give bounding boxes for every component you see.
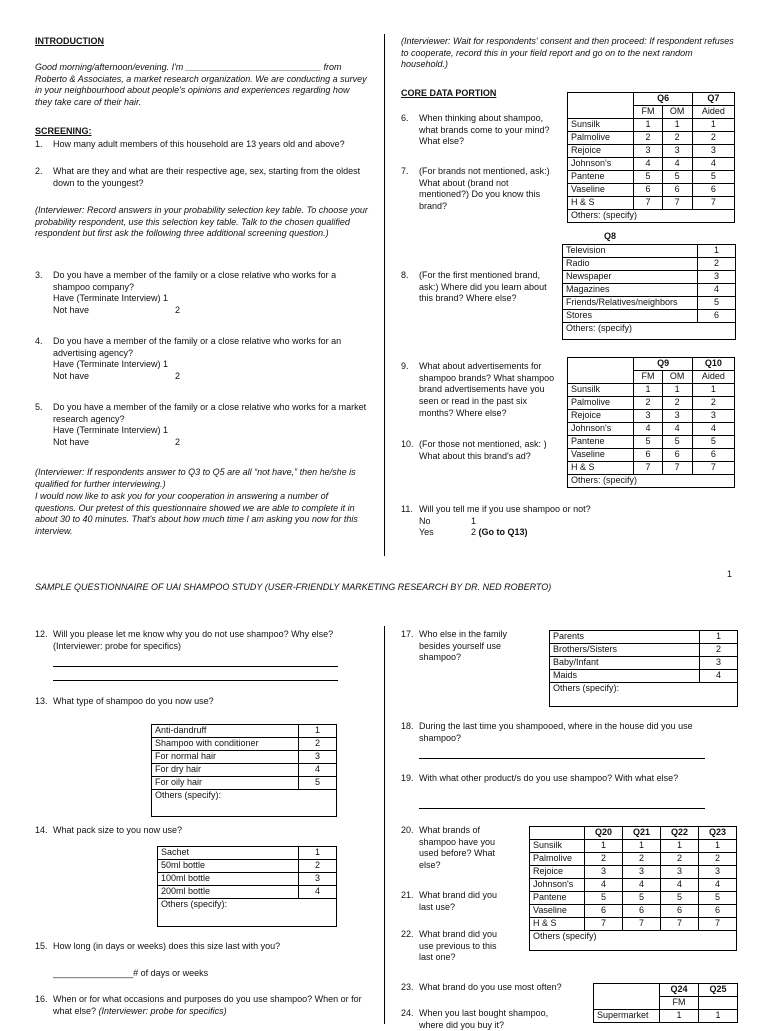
page-number: 1 xyxy=(727,569,733,579)
table-row: Rejoice 3 3 3 xyxy=(568,410,735,423)
table-row: H & S 7 7 7 xyxy=(568,462,735,475)
question-8: 8. (For the first mentioned brand, ask:) Where did you learn about this brand? Where else? xyxy=(401,270,547,304)
table-row: Palmolive 2 2 2 xyxy=(568,132,735,145)
table-row: Vaseline 6 6 6 xyxy=(568,184,735,197)
answer-line xyxy=(419,758,705,759)
q8-title: Q8 xyxy=(604,231,617,241)
table-q6-q7: Q6 Q7 FM OM Aided Sunsilk 1 1 1 Palmolive 2 2 2 Rejoice 3 3 3 Johnson's 4 4 4 Pantene 5 5 5 Vaseline 6 6 6 H & S 7 7 7 Others: (specify) xyxy=(567,92,735,223)
interviewer-note-3: I would now like to ask you for your cooperation in answering a number of questions. Our pretest of this questionnaire showed we are able to complete it in about 30 to 40 minutes. That's about how much time I am asking you now for this interview. xyxy=(35,491,358,537)
table-row: Maids 4 xyxy=(550,670,738,683)
question-15: 15. How long (in days or weeks) does this size last with you? xyxy=(35,941,281,951)
table-row: Rejoice 3 3 3 xyxy=(568,145,735,158)
table-q24-q25: Q24 Q25 FM Supermarket 1 1 xyxy=(593,983,738,1023)
question-16: 16. When or for what occasions and purposes do you use shampoo? When or for what else? (Interviewer: probe for specifics) xyxy=(35,994,362,1016)
table-q9-q10: Q9 Q10 FM OM Aided Sunsilk 1 1 1 Palmolive 2 2 2 Rejoice 3 3 3 Johnson's 4 4 4 Pantene 5 5 5 Vaseline 6 6 6 H & S 7 7 7 Others: (specify) xyxy=(567,357,735,488)
table-row: Palmolive 2 2 2 2 xyxy=(530,853,737,866)
question-2: 2. What are they and what are their respective age, sex, starting from the oldest down to the youngest? xyxy=(35,166,361,188)
question-9: 9. What about advertisements for shampoo brands? What shampoo brand advertisements have you seen or read in the past six months? Where else? xyxy=(401,361,555,418)
question-14: 14. What pack size to you now use? xyxy=(35,825,183,835)
table-row: Parents 1 xyxy=(550,631,738,644)
table-row: 100ml bottle 3 xyxy=(158,873,337,886)
table-row: Shampoo with conditioner 2 xyxy=(152,738,337,751)
table-q20-q23: Q20 Q21 Q22 Q23 Sunsilk 1 1 1 1 Palmolive 2 2 2 2 Rejoice 3 3 3 3 Johnson's 4 4 4 4 Pantene 5 5 5 5 Vaseline 6 6 6 6 H & S 7 7 7 7 Others (specify) xyxy=(529,826,737,951)
question-5: 5. Do you have a member of the family or a close relative who works for a market research agency? Have (Terminate Interview) 1 Not have 2 xyxy=(35,402,367,448)
table-row: For normal hair 3 xyxy=(152,751,337,764)
table-row: 200ml bottle 4 xyxy=(158,886,337,899)
intro-text: Good morning/afternoon/evening. I'm ___________________________ from Roberto & Associates, a market research organization. We are conducting a survey in your neighbourhood about people's opinions and experiences regarding how they take care of their hair. xyxy=(35,62,367,108)
question-24: 24. When you last bought shampoo, where did you buy it? xyxy=(401,1008,549,1030)
table-row: Rejoice 3 3 3 3 xyxy=(530,866,737,879)
question-1: 1. How many adult members of this household are 13 years old and above? xyxy=(35,139,345,149)
question-11: 11. Will you tell me if you use shampoo or not? No 1 Yes 2 (Go to Q13) xyxy=(401,504,591,538)
table-row: Radio 2 xyxy=(563,258,736,271)
table-q8: Television 1 Radio 2 Newspaper 3 Magazines 4 Friends/Relatives/neighbors 5 Stores 6 Others: (specify) xyxy=(562,244,736,340)
wait-note: (Interviewer: Wait for respondents' consent and then proceed: If respondent refuses to cooperate, record this in your field report and go on to the next random household.) xyxy=(401,36,734,70)
table-row: Sachet 1 xyxy=(158,847,337,860)
table-q17: Parents 1 Brothers/Sisters 2 Baby/Infant 3 Maids 4 Others (specify): xyxy=(549,630,738,707)
table-row: Anti-dandruff 1 xyxy=(152,725,337,738)
answer-line xyxy=(53,666,338,667)
table-row: For dry hair 4 xyxy=(152,764,337,777)
table-row: Johnson's 4 4 4 xyxy=(568,423,735,436)
table-q13: Anti-dandruff 1 Shampoo with conditioner 2 For normal hair 3 For dry hair 4 For oily hair 5 Others (specify): xyxy=(151,724,337,817)
table-row: Baby/Infant 3 xyxy=(550,657,738,670)
core-data-heading: CORE DATA PORTION xyxy=(401,88,497,98)
question-20: 20. What brands of shampoo have you used before? What else? xyxy=(401,825,496,871)
table-row: Sunsilk 1 1 1 xyxy=(568,119,735,132)
table-row: Johnson's 4 4 4 4 xyxy=(530,879,737,892)
question-21: 21. What brand did you last use? xyxy=(401,890,498,912)
table-row: Sunsilk 1 1 1 xyxy=(568,384,735,397)
intro-heading: INTRODUCTION xyxy=(35,36,104,46)
table-row: H & S 7 7 7 xyxy=(568,197,735,210)
question-19: 19. With what other product/s do you use shampoo? With what else? xyxy=(401,773,679,783)
question-6: 6. When thinking about shampoo, what brands come to your mind? What else? xyxy=(401,113,550,147)
table-row: Palmolive 2 2 2 xyxy=(568,397,735,410)
answer-line xyxy=(53,680,338,681)
table-row: Television 1 xyxy=(563,245,736,258)
footer-title: SAMPLE QUESTIONNAIRE OF UAI SHAMPOO STUDY (USER-FRIENDLY MARKETING RESEARCH BY DR. NED ROBERTO) xyxy=(35,582,552,592)
table-row: For oily hair 5 xyxy=(152,777,337,790)
question-23: 23. What brand do you use most often? xyxy=(401,982,562,992)
table-row: Pantene 5 5 5 5 xyxy=(530,892,737,905)
screening-heading: SCREENING: xyxy=(35,126,92,136)
question-4: 4. Do you have a member of the family or a close relative who works for an advertising agency? Have (Terminate Interview) 1 Not have 2 xyxy=(35,336,342,382)
interviewer-note-1: (Interviewer: Record answers in your probability selection key table. To choose your probability respondent, use this selection key table. Talk to the chosen qualified respondent but first ask the following three additional screening question.) xyxy=(35,205,368,239)
table-row: Vaseline 6 6 6 xyxy=(568,449,735,462)
question-3: 3. Do you have a member of the family or a close relative who works for a shampoo company? Have (Terminate Interview) 1 Not have 2 xyxy=(35,270,337,316)
table-q14: Sachet 1 50ml bottle 2 100ml bottle 3 200ml bottle 4 Others (specify): xyxy=(157,846,337,927)
question-13: 13. What type of shampoo do you now use? xyxy=(35,696,214,706)
question-12: 12. Will you please let me know why you do not use shampoo? Why else? (Interviewer: probe for specifics) xyxy=(35,629,334,651)
answer-line xyxy=(419,808,705,809)
question-18: 18. During the last time you shampooed, where in the house did you use shampoo? xyxy=(401,721,693,743)
table-row: Vaseline 6 6 6 6 xyxy=(530,905,737,918)
question-17: 17. Who else in the family besides yourself use shampoo? xyxy=(401,629,508,663)
column-divider xyxy=(384,626,385,1024)
q15-answer: ________________# of days or weeks xyxy=(53,968,209,978)
question-10: 10. (For those not mentioned, ask: ) What about this brand's ad? xyxy=(401,439,547,461)
table-row: H & S 7 7 7 7 xyxy=(530,918,737,931)
question-7: 7. (For brands not mentioned, ask:) What about (brand not mentioned?) Do you know this brand? xyxy=(401,166,550,212)
table-row: Brothers/Sisters 2 xyxy=(550,644,738,657)
table-row: Sunsilk 1 1 1 1 xyxy=(530,840,737,853)
question-22: 22. What brand did you use previous to this last one? xyxy=(401,929,498,963)
table-row: Pantene 5 5 5 xyxy=(568,436,735,449)
interviewer-note-2: (Interviewer: If respondents answer to Q3 to Q5 are all “not have,” then he/she is qualified for further interviewing.) xyxy=(35,467,356,489)
table-row: Stores 6 xyxy=(563,310,736,323)
table-row: Pantene 5 5 5 xyxy=(568,171,735,184)
table-row: Magazines 4 xyxy=(563,284,736,297)
table-row: 50ml bottle 2 xyxy=(158,860,337,873)
column-divider xyxy=(384,34,385,556)
table-row: Newspaper 3 xyxy=(563,271,736,284)
table-row: Johnson's 4 4 4 xyxy=(568,158,735,171)
table-row: Friends/Relatives/neighbors 5 xyxy=(563,297,736,310)
